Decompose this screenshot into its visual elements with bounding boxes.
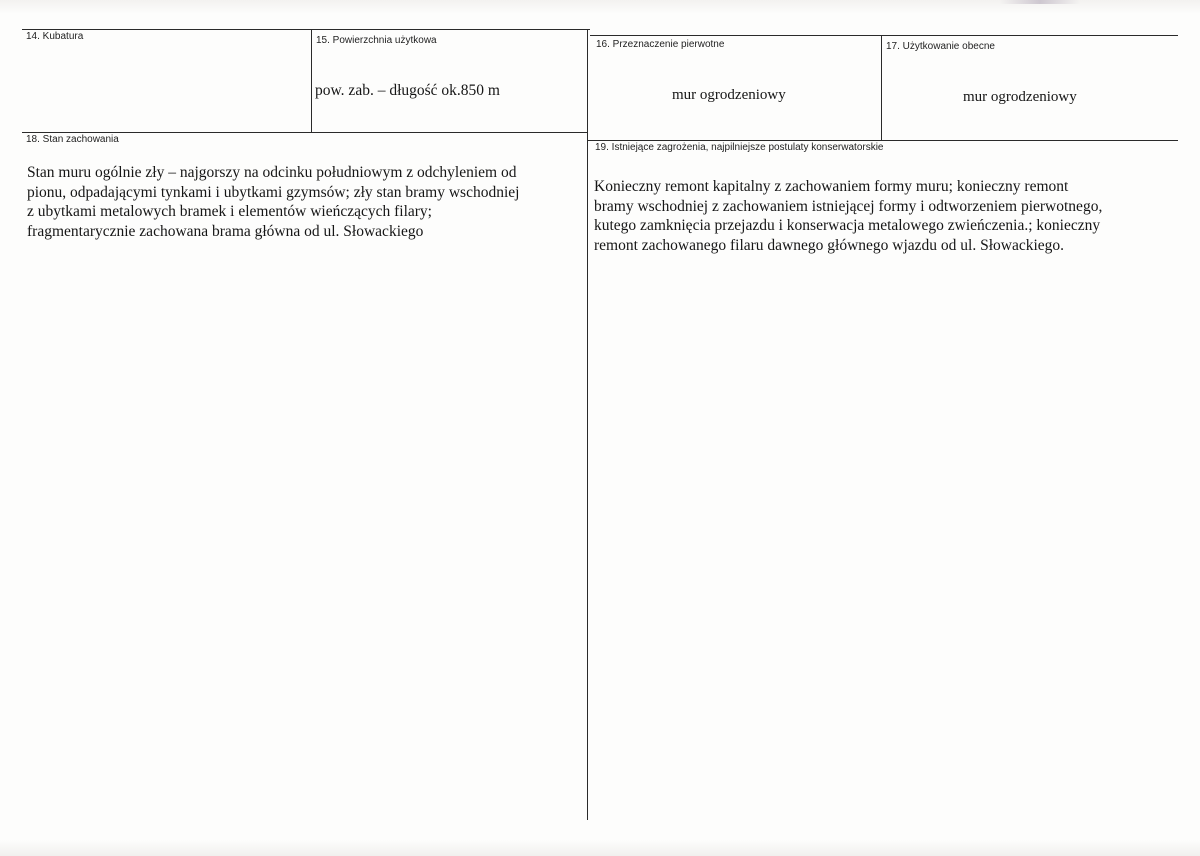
field-18-text [27, 163, 519, 241]
top-rule-right [590, 35, 1178, 36]
field-17-value: mur ogrodzeniowy [963, 89, 1077, 105]
field-18-line: pionu, odpadającymi tynkami i ubytkami gzymsów; zły stan bramy wschodniej [27, 183, 520, 201]
field-17-label: 17. Użytkowanie obecne [886, 41, 995, 52]
field-19-label: 19. Istniejące zagrożenia, najpilniejsze postulaty konserwatorskie [595, 142, 884, 153]
field-15-label: 15. Powierzchnia użytkowa [316, 35, 437, 46]
field-14-label: 14. Kubatura [26, 31, 84, 42]
field-19-line: remont zachowanego filaru dawnego głównego wjazdu od ul. Słowackiego. [594, 236, 1065, 254]
field-19-line: kutego zamknięcia przejazdu i konserwacja metalowego zwieńczenia.; konieczny [594, 217, 1101, 234]
top-rule-left [22, 29, 590, 30]
field-18-label: 18. Stan zachowania [26, 134, 119, 145]
scan-artifact [1000, 0, 1080, 4]
divider-center [587, 30, 588, 820]
row-rule-left [22, 132, 587, 133]
field-16-label: 16. Przeznaczenie pierwotne [596, 39, 725, 50]
field-18-line: fragmentarycznie zachowana brama główna od ul. Słowackiego [27, 222, 424, 240]
row-rule-right [588, 140, 1178, 141]
divider-14-15 [311, 29, 312, 133]
field-18-line: z ubytkami metalowych bramek i elementów wieńczących filary; [27, 203, 432, 220]
field-16-value: mur ogrodzeniowy [672, 87, 786, 103]
field-19-line: bramy wschodniej z zachowaniem istniejącej formy i odtworzeniem pierwotnego, [594, 197, 1103, 215]
field-19-text [594, 177, 1102, 255]
divider-16-17 [881, 36, 882, 140]
field-19-line: Konieczny remont kapitalny z zachowaniem formy muru; konieczny remont [594, 178, 1069, 195]
field-15-value: pow. zab. – długość ok.850 m [315, 82, 500, 99]
field-18-line: Stan muru ogólnie zły – najgorszy na odcinku południowym z odchyleniem od [27, 164, 517, 181]
